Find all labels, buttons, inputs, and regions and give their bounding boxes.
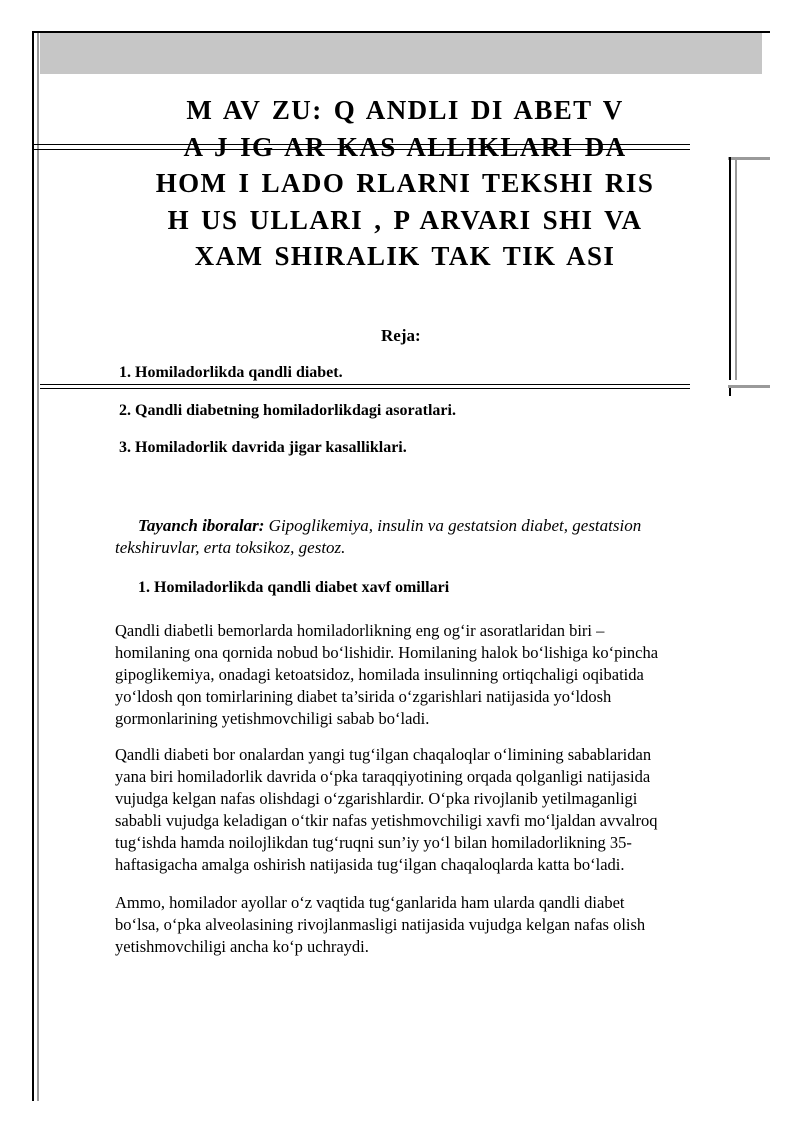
frame-left-inner-line <box>37 31 39 1101</box>
paragraph-line: gipoglikemiya, onadagi ketoatsidoz, homilada insulinning ortiqchaligi oqibatida <box>115 665 644 684</box>
paragraph-line: gormonlarining yetishmovchiligi sabab bo‘ladi. <box>115 709 430 728</box>
plan-item: 1. Homiladorlikda qandli diabet. <box>119 364 343 381</box>
title-line: XAM SHIRALIK TAK TIK ASI <box>194 241 616 271</box>
section-heading: 1. Homiladorlikda qandli diabet xavf omillari <box>138 579 450 596</box>
title-line: A J IG AR KAS ALLIKLARI DA <box>183 131 627 162</box>
paragraph-line: tug‘ishda hamda noilojlikdan tug‘ruqni sun’iy yo‘l bilan homiladorlikning 35- <box>115 833 632 852</box>
paragraph <box>115 620 715 730</box>
paragraph-line: vujudga kelgan nafas olishdagi o‘zgarishlardir. O‘pka rivojlanib yetilmaganligi <box>115 789 638 808</box>
keywords-label: Tayanch iboralar: <box>138 516 265 535</box>
paragraph-line: haftasigacha amalga oshirish natijasida tug‘ilgan chaqaloqlarda katta bo‘ladi. <box>115 855 625 874</box>
page-title <box>140 92 670 275</box>
paragraph <box>115 892 715 958</box>
paragraph-line: bo‘lsa, o‘pka alveolasining rivojlanmasligi natijasida vujudga kelgan nafas olish <box>115 915 646 934</box>
paragraph <box>115 744 715 876</box>
paragraph-line: yetishmovchiligi ancha ko‘p uchraydi. <box>115 937 369 956</box>
title-line: HOM I LADO RLARNI TEKSHI RIS <box>155 168 655 198</box>
right-bracket-left-edge <box>729 157 731 380</box>
keywords-text: tekshiruvlar, erta toksikoz, gestoz. <box>115 538 346 557</box>
paragraph-line: sababli vujudga keladigan o‘tkir nafas yetishmovchiligi xavfi mo‘ljaldan avvalroq <box>115 811 658 830</box>
paragraph-line: yana biri homiladorlik davrida o‘pka taraqqiyotining orqada qolganligi natijasida <box>115 767 651 786</box>
plan-item: 2. Qandli diabetning homiladorlikdagi asoratlari. <box>119 402 456 419</box>
plan-item: 3. Homiladorlik davrida jigar kasalliklari. <box>119 439 407 456</box>
paragraph-line: homilaning ona qornida nobud bo‘lishidir. Homilaning halok bo‘lishiga ko‘pincha <box>115 643 659 662</box>
right-bracket-right-edge <box>735 160 737 380</box>
title-line: M AV ZU: Q ANDLI DI ABET V <box>186 95 624 125</box>
keywords-text: Gipoglikemiya, insulin va gestatsion diabet, gestatsion <box>264 516 642 535</box>
paragraph-line: Qandli diabeti bor onalardan yangi tug‘ilgan chaqaloqlar o‘limining sabablaridan <box>115 745 652 764</box>
paragraph-line: Qandli diabetli bemorlarda homiladorlikning eng og‘ir asoratlaridan biri – <box>115 621 605 640</box>
right-bracket-bottom <box>728 385 770 388</box>
keywords-block <box>115 515 705 559</box>
frame-left-line <box>32 31 34 1101</box>
plan-heading: Reja: <box>381 326 421 345</box>
paragraph-line: yo‘ldosh qon tomirlarining diabet ta’sirida o‘zgarishlari natijasida yo‘ldosh <box>115 687 612 706</box>
right-bracket-foot <box>729 388 731 396</box>
title-line: H US ULLARI , P ARVARI SHI VA <box>167 204 643 235</box>
paragraph-line: Ammo, homilador ayollar o‘z vaqtida tug‘ganlarida ham ularda qandli diabet <box>115 893 625 912</box>
plan-divider-bottom <box>40 388 690 389</box>
plan-divider-top <box>40 384 690 385</box>
header-gray-bar <box>40 33 762 74</box>
frame-top-right-tick <box>762 31 770 33</box>
